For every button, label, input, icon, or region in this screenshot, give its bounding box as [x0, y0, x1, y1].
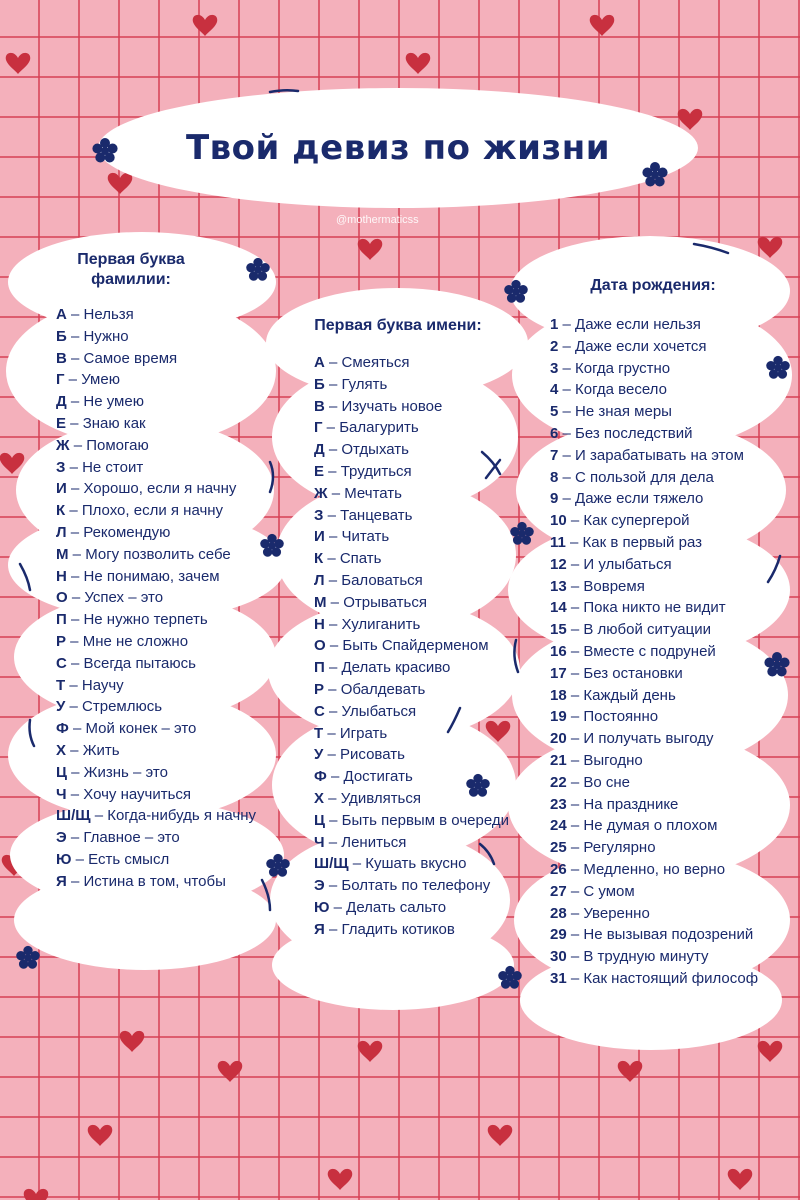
birthday-item-text: Вместе с подруней	[583, 642, 716, 660]
birthday-item-key: 17	[550, 664, 567, 682]
surname-item-key: У	[56, 698, 66, 716]
surname-item-key: П	[56, 611, 67, 629]
birthday-item: 9 – Даже если тяжело	[550, 490, 704, 508]
birthday-item: 15 – В любой ситуации	[550, 621, 711, 639]
birthday-item: 26 – Медленно, но верно	[550, 860, 726, 878]
surname-item-key: И	[56, 480, 67, 498]
firstname-item: Н – Хулиганить	[314, 615, 421, 633]
surname-item: Т – Научу	[56, 676, 124, 694]
firstname-item-key: Г	[314, 419, 323, 437]
surname-item-text: Рекомендую	[83, 523, 171, 541]
surname-item-key: Ц	[56, 763, 67, 781]
surname-item: А – Нельзя	[56, 306, 134, 323]
surname-item: Э – Главное – это	[56, 829, 180, 847]
surname-item: О – Успех – это	[56, 589, 164, 607]
birthday-item-text: Даже если нельзя	[575, 316, 701, 333]
surname-item-text: Самое время	[83, 349, 178, 367]
birthday-item-text: На празднике	[583, 795, 679, 813]
surname-item-key: Ч	[56, 785, 67, 803]
birthday-item: 4 – Когда весело	[550, 381, 667, 399]
firstname-item-text: Делать сальто	[346, 898, 447, 916]
birthday-item-text: Когда весело	[575, 381, 667, 399]
surname-item: Д – Не умею	[56, 393, 144, 411]
birthday-item-key: 12	[550, 555, 567, 573]
birthday-item: 3 – Когда грустно	[550, 359, 671, 377]
birthday-item: 16 – Вместе с подруней	[550, 642, 716, 660]
birthday-item-key: 19	[550, 708, 567, 726]
firstname-item-text: Трудиться	[340, 462, 412, 480]
birthday-item: 19 – Постоянно	[550, 708, 659, 726]
firstname-item: М – Отрываться	[314, 593, 427, 611]
surname-item: С – Всегда пытаюсь	[56, 654, 196, 672]
birthday-item-text: В любой ситуации	[583, 621, 711, 639]
surname-item-text: Научу	[81, 676, 124, 694]
firstname-item-text: Хулиганить	[341, 615, 421, 633]
surname-item: Ч – Хочу научиться	[56, 785, 192, 803]
firstname-item: Б – Гулять	[314, 375, 388, 393]
birthday-item-key: 31	[550, 969, 567, 987]
surname-item: У – Стремлюсь	[56, 698, 163, 716]
birthday-item-text: С умом	[583, 882, 635, 900]
firstname-item-key: Ю	[314, 898, 330, 916]
birthday-item-key: 28	[550, 904, 567, 922]
birthday-item-text: Не вызывая подозрений	[583, 926, 754, 944]
firstname-item-text: Мечтать	[344, 484, 402, 502]
surname-item-key: Х	[56, 741, 67, 759]
surname-item-text: Мне не сложно	[82, 632, 189, 650]
birthday-item-key: 13	[550, 577, 567, 595]
surname-item-text: Не умею	[83, 393, 144, 411]
birthday-item: 1 – Даже если нельзя	[550, 316, 701, 333]
surname-item-text: Главное – это	[83, 829, 180, 847]
birthday-item-key: 16	[550, 642, 567, 660]
firstname-item-key: Я	[314, 920, 325, 938]
surname-item-text: Когда-нибудь я начну	[107, 807, 257, 825]
birthday-item-key: 7	[550, 446, 559, 464]
birthday-item-text: Не думая о плохом	[583, 817, 718, 835]
firstname-item: Ю – Делать сальто	[314, 898, 447, 916]
birthday-item-text: Даже если хочется	[575, 337, 707, 355]
firstname-item-text: Делать красиво	[341, 659, 451, 677]
birthday-item: 22 – Во сне	[550, 773, 631, 791]
firstname-item: Ж – Мечтать	[314, 484, 402, 502]
surname-item-text: Жить	[82, 741, 120, 759]
firstname-item-key: Н	[314, 615, 325, 633]
birthday-item-text: Как супергерой	[583, 512, 690, 530]
surname-item: Ф – Мой конек – это	[56, 720, 197, 738]
surname-item-key: Э	[56, 829, 67, 847]
surname-item: З – Не стоит	[56, 458, 144, 476]
surname-item-text: Мой конек – это	[85, 720, 197, 738]
birthday-item: 30 – В трудную минуту	[550, 948, 709, 966]
surname-item-key: Т	[56, 676, 66, 694]
birthday-item-key: 21	[550, 751, 567, 769]
surname-item-text: Могу позволить себе	[85, 545, 231, 563]
surname-item-key: Н	[56, 567, 67, 585]
firstname-item-text: Изучать новое	[341, 397, 443, 415]
surname-item-key: С	[56, 654, 67, 672]
birthday-item-key: 6	[550, 424, 559, 442]
firstname-item: Я – Гладить котиков	[314, 920, 455, 938]
birthday-item-key: 4	[550, 381, 559, 399]
surname-item-text: Жизнь – это	[83, 763, 168, 781]
firstname-item-key: Ш/Щ	[314, 855, 349, 873]
birthday-item-text: Как в первый раз	[582, 533, 702, 551]
birthday-item-text: И улыбаться	[583, 555, 672, 573]
birthday-item-key: 18	[550, 686, 567, 704]
firstname-item-text: Читать	[341, 528, 390, 546]
surname-item-text: Помогаю	[86, 436, 149, 454]
firstname-item: Х – Удивляться	[314, 789, 421, 807]
firstname-item: Д – Отдыхать	[314, 441, 409, 459]
surname-item-key: Л	[56, 523, 67, 541]
firstname-item-key: Р	[314, 680, 325, 698]
surname-item: Е – Знаю как	[56, 414, 146, 432]
surname-item-key: Ш/Щ	[56, 807, 91, 825]
firstname-item-text: Гладить котиков	[341, 920, 455, 938]
birthday-item-key: 9	[550, 490, 559, 508]
surname-item: Г – Умею	[56, 371, 120, 389]
firstname-item: С – Улыбаться	[314, 702, 417, 720]
birthday-item-key: 15	[550, 621, 567, 639]
firstname-item-text: Балагурить	[339, 419, 419, 437]
firstname-item-key: Х	[314, 789, 325, 807]
firstname-item-text: Гулять	[341, 375, 388, 393]
birthday-item-text: Когда грустно	[575, 359, 671, 377]
firstname-item: А – Смеяться	[314, 354, 410, 371]
firstname-item-text: Спать	[339, 550, 382, 568]
surname-item-key: Ф	[56, 720, 69, 738]
firstname-item-text: Смеяться	[341, 354, 410, 371]
firstname-item: Ч – Лениться	[314, 833, 407, 851]
firstname-item-key: М	[314, 593, 327, 611]
birthday-item: 20 – И получать выгоду	[550, 730, 714, 748]
birthday-item-text: Не зная меры	[575, 403, 672, 421]
birthday-item-text: Регулярно	[583, 839, 656, 857]
birthday-item: 28 – Уверенно	[550, 904, 650, 922]
firstname-item-key: Б	[314, 375, 325, 393]
birthday-item-key: 10	[550, 512, 567, 530]
firstname-item-text: Лениться	[341, 833, 407, 851]
surname-item-text: Нельзя	[83, 306, 134, 323]
surname-item-text: Умею	[81, 371, 120, 389]
birthday-item-key: 22	[550, 773, 567, 791]
birthday-item-text: Вовремя	[583, 577, 645, 595]
firstname-item: О – Быть Спайдерменом	[314, 637, 489, 655]
surname-heading: Первая буква фамилии:	[77, 251, 185, 288]
surname-item-key: Б	[56, 327, 67, 345]
surname-item: В – Самое время	[56, 349, 178, 367]
surname-item: Ю – Есть смысл	[56, 850, 170, 868]
surname-item-text: Не нужно терпеть	[83, 611, 208, 629]
birthday-heading: Дата рождения:	[590, 277, 716, 294]
birthday-item-text: Как настоящий философ	[583, 969, 759, 987]
firstname-item: П – Делать красиво	[314, 659, 451, 677]
firstname-item: Т – Играть	[314, 724, 388, 742]
surname-item-key: Д	[56, 393, 67, 411]
firstname-item-key: С	[314, 702, 325, 720]
watermark: @mothermaticss	[336, 214, 419, 226]
birthday-item-key: 27	[550, 882, 567, 900]
firstname-item-key: Ж	[314, 484, 328, 502]
birthday-item: 24 – Не думая о плохом	[550, 817, 718, 835]
surname-item: Ж – Помогаю	[56, 436, 149, 454]
firstname-item: Л – Баловаться	[314, 571, 423, 589]
surname-item: К – Плохо, если я начну	[56, 502, 224, 520]
surname-item-text: Хорошо, если я начну	[83, 480, 237, 498]
surname-item: М – Могу позволить себе	[56, 545, 231, 563]
surname-item-key: З	[56, 458, 66, 476]
surname-item: Н – Не понимаю, зачем	[56, 567, 220, 585]
birthday-item: 14 – Пока никто не видит	[550, 599, 726, 617]
firstname-item-text: Достигать	[343, 768, 413, 786]
birthday-item-key: 20	[550, 730, 567, 748]
surname-item-text: Нужно	[83, 327, 129, 345]
surname-item-key: Ю	[56, 850, 72, 868]
birthday-item-key: 1	[550, 316, 559, 333]
firstname-item-text: Отдыхать	[341, 441, 409, 459]
birthday-item-key: 2	[550, 337, 559, 355]
surname-item-key: М	[56, 545, 69, 563]
firstname-item-key: Ц	[314, 811, 325, 829]
birthday-item: 6 – Без последствий	[550, 424, 693, 442]
firstname-item: Ф – Достигать	[314, 768, 413, 786]
firstname-item-key: Л	[314, 571, 325, 589]
firstname-item: Е – Трудиться	[314, 462, 412, 480]
surname-item-text: Знаю как	[82, 414, 146, 432]
surname-item-text: Не понимаю, зачем	[83, 567, 220, 585]
surname-item: Р – Мне не сложно	[56, 632, 189, 650]
surname-item: Я – Истина в том, чтобы	[56, 872, 226, 890]
surname-item-text: Хочу научиться	[83, 785, 192, 803]
firstname-item-text: Быть первым в очереди	[341, 811, 509, 829]
surname-item-key: Е	[56, 414, 67, 432]
birthday-item: 17 – Без остановки	[550, 664, 683, 682]
firstname-item-text: Обалдевать	[340, 680, 426, 698]
firstname-item-key: И	[314, 528, 325, 546]
birthday-item-key: 8	[550, 468, 559, 486]
firstname-item-key: З	[314, 506, 324, 524]
surname-item-key: О	[56, 589, 68, 607]
birthday-item-key: 25	[550, 839, 567, 857]
firstname-item-key: У	[314, 746, 324, 764]
firstname-item-text: Улыбаться	[341, 702, 417, 720]
firstname-item-key: Т	[314, 724, 324, 742]
surname-item-key: Ж	[56, 436, 70, 454]
birthday-item: 2 – Даже если хочется	[550, 337, 707, 355]
firstname-heading: Первая буква имени:	[314, 317, 482, 334]
birthday-item-key: 5	[550, 403, 559, 421]
birthday-item-text: В трудную минуту	[583, 948, 709, 966]
surname-item-text: Плохо, если я начну	[81, 502, 224, 520]
firstname-item: Ш/Щ – Кушать вкусно	[314, 855, 467, 873]
birthday-item-text: С пользой для дела	[575, 468, 714, 486]
firstname-item: В – Изучать новое	[314, 397, 443, 415]
firstname-item-text: Болтать по телефону	[341, 877, 491, 895]
surname-item: Х – Жить	[56, 741, 120, 759]
birthday-item-key: 3	[550, 359, 559, 377]
firstname-item: Р – Обалдевать	[314, 680, 426, 698]
birthday-item-key: 11	[550, 533, 566, 551]
firstname-item-key: О	[314, 637, 326, 655]
surname-item-key: Р	[56, 632, 67, 650]
surname-item: Л – Рекомендую	[56, 523, 171, 541]
birthday-item-text: Пока никто не видит	[583, 599, 726, 617]
birthday-item-key: 30	[550, 948, 567, 966]
firstname-item-text: Танцевать	[340, 506, 413, 524]
firstname-item-key: Д	[314, 441, 325, 459]
birthday-item: 29 – Не вызывая подозрений	[550, 926, 754, 944]
surname-item-key: Г	[56, 371, 65, 389]
birthday-item: 5 – Не зная меры	[550, 403, 672, 421]
firstname-item: И – Читать	[314, 528, 390, 546]
birthday-item-text: Уверенно	[583, 904, 650, 922]
surname-item: Б – Нужно	[56, 327, 129, 345]
birthday-item-text: Без остановки	[583, 664, 683, 682]
birthday-item-text: Без последствий	[575, 424, 693, 442]
surname-item-text: Истина в том, чтобы	[83, 872, 226, 890]
birthday-item-key: 26	[550, 860, 567, 878]
firstname-item-text: Играть	[339, 724, 388, 742]
birthday-item: 18 – Каждый день	[550, 686, 676, 704]
firstname-item-key: А	[314, 354, 325, 371]
firstname-item-text: Баловаться	[341, 571, 423, 589]
surname-item-key: К	[56, 502, 66, 520]
page-title: Твой девиз по жизни	[185, 128, 611, 168]
birthday-item-text: Каждый день	[583, 686, 676, 704]
birthday-item: 7 – И зарабатывать на этом	[550, 446, 744, 464]
birthday-item-key: 23	[550, 795, 567, 813]
surname-item: Ц – Жизнь – это	[56, 763, 168, 781]
birthday-item: 11 – Как в первый раз	[550, 533, 702, 551]
firstname-item-text: Удивляться	[340, 789, 421, 807]
firstname-item: З – Танцевать	[314, 506, 413, 524]
firstname-item-text: Кушать вкусно	[365, 855, 467, 873]
birthday-item-text: Даже если тяжело	[575, 490, 704, 508]
surname-item: Ш/Щ – Когда-нибудь я начну	[56, 807, 257, 825]
birthday-item-text: И зарабатывать на этом	[575, 446, 744, 464]
firstname-item-key: В	[314, 397, 325, 415]
birthday-item-text: Во сне	[583, 773, 631, 791]
firstname-item: К – Спать	[314, 550, 382, 568]
surname-item-text: Успех – это	[84, 589, 164, 607]
firstname-item-key: П	[314, 659, 325, 677]
birthday-item: 23 – На празднике	[550, 795, 679, 813]
firstname-item: У – Рисовать	[314, 746, 405, 764]
firstname-item-text: Отрываться	[343, 593, 427, 611]
firstname-item-text: Рисовать	[340, 746, 405, 764]
birthday-item-text: И получать выгоду	[583, 730, 714, 748]
surname-item-text: Не стоит	[82, 458, 144, 476]
firstname-item-key: Ч	[314, 833, 325, 851]
firstname-item: Ц – Быть первым в очереди	[314, 811, 509, 829]
birthday-item-text: Медленно, но верно	[583, 860, 726, 878]
birthday-item-key: 29	[550, 926, 567, 944]
birthday-item: 25 – Регулярно	[550, 839, 656, 857]
surname-item-key: В	[56, 349, 67, 367]
surname-item-text: Всегда пытаюсь	[83, 654, 196, 672]
firstname-item: Г – Балагурить	[314, 419, 419, 437]
birthday-item-text: Выгодно	[583, 751, 643, 769]
birthday-item-key: 14	[550, 599, 567, 617]
firstname-item: Э – Болтать по телефону	[314, 877, 491, 895]
birthday-item: 10 – Как супергерой	[550, 512, 690, 530]
firstname-item-key: Ф	[314, 768, 327, 786]
firstname-item-key: Э	[314, 877, 325, 895]
birthday-item-key: 24	[550, 817, 567, 835]
birthday-item: 21 – Выгодно	[550, 751, 643, 769]
birthday-item: 8 – С пользой для дела	[550, 468, 714, 486]
firstname-item-key: Е	[314, 462, 325, 480]
birthday-item-text: Постоянно	[583, 708, 659, 726]
birthday-item: 27 – С умом	[550, 882, 635, 900]
surname-item-key: Я	[56, 872, 67, 890]
surname-item-text: Стремлюсь	[82, 698, 163, 716]
surname-item: И – Хорошо, если я начну	[56, 480, 237, 498]
surname-item: П – Не нужно терпеть	[56, 611, 208, 629]
birthday-item: 31 – Как настоящий философ	[550, 969, 759, 987]
surname-item-key: А	[56, 306, 67, 323]
firstname-item-text: Быть Спайдерменом	[342, 637, 489, 655]
firstname-item-key: К	[314, 550, 324, 568]
surname-item-text: Есть смысл	[88, 850, 170, 868]
birthday-item: 13 – Вовремя	[550, 577, 645, 595]
birthday-item: 12 – И улыбаться	[550, 555, 672, 573]
